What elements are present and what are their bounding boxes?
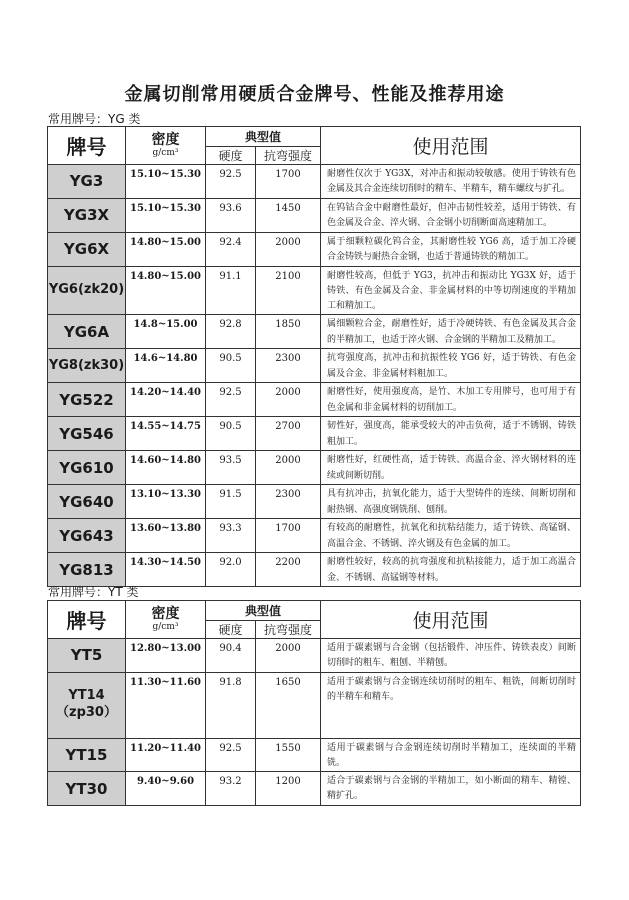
usage-cell: 适用于碳素钢与合金钢（包括锻件、冲压件、铸铁表皮）间断切削时的粗车、粗刨、半精刨。 [321, 639, 581, 673]
strength-cell: 1200 [256, 772, 321, 806]
table-row [48, 232, 581, 266]
usage-cell: 适用于碳素钢与合金钢连续切削时的粗车、粗铣，间断切削时的半精车和精车。 [321, 672, 581, 738]
brand-cell: YG640 [48, 485, 126, 519]
brand-cell: YT15 [48, 738, 126, 772]
header-strength: 抗弯强度 [256, 621, 321, 639]
density-cell: 14.80~15.00 [126, 232, 206, 266]
brand-cell: YG6A [48, 315, 126, 349]
density-cell: 14.55~14.75 [126, 417, 206, 451]
table-row [48, 165, 581, 199]
hardness-cell: 91.8 [206, 672, 256, 738]
strength-cell: 2000 [256, 451, 321, 485]
hardness-cell: 93.5 [206, 451, 256, 485]
usage-cell: 耐磨性好，使用强度高，是竹、木加工专用牌号，也可用于有色金属和非金属材料的切削加工。 [321, 383, 581, 417]
brand-cell: YG6(zk20) [48, 266, 126, 315]
strength-cell: 1650 [256, 672, 321, 738]
density-cell: 14.8~15.00 [126, 315, 206, 349]
section-label-yg: 常用牌号：YG 类 [48, 112, 141, 126]
density-cell: 14.6~14.80 [126, 349, 206, 383]
brand-cell: YG522 [48, 383, 126, 417]
brand-cell: YT5 [48, 639, 126, 673]
density-cell: 14.20~14.40 [126, 383, 206, 417]
header-density [126, 601, 206, 639]
brand-cell: YG3 [48, 165, 126, 199]
table-row [48, 738, 581, 772]
table-row [48, 553, 581, 587]
page-title: 金属切削常用硬质合金牌号、性能及推荐用途 [124, 84, 505, 105]
strength-cell: 2100 [256, 266, 321, 315]
hardness-cell: 90.5 [206, 417, 256, 451]
header-density-unit: g/cm³ [152, 148, 179, 159]
header-brand: 牌号 [48, 601, 126, 639]
density-cell: 12.80~13.00 [126, 639, 206, 673]
hardness-cell: 92.5 [206, 165, 256, 199]
density-cell: 14.60~14.80 [126, 451, 206, 485]
strength-cell: 2200 [256, 553, 321, 587]
section-label-yt: 常用牌号：YT 类 [48, 585, 139, 599]
density-cell: 9.40~9.60 [126, 772, 206, 806]
brand-cell: YT14（zp30） [48, 672, 126, 738]
brand-cell: YG610 [48, 451, 126, 485]
header-usage: 使用范围 [321, 601, 581, 639]
hardness-cell: 91.5 [206, 485, 256, 519]
usage-cell: 属细颗粒合金，耐磨性好，适于冷硬铸铁、有色金属及其合金的半精加工，也适于淬火钢、合金钢的半精加工及精加工。 [321, 315, 581, 349]
table-row [48, 519, 581, 553]
usage-cell: 有较高的耐磨性，抗氧化和抗粘结能力，适于铸铁、高锰钢、高温合金、不锈钢、淬火钢及有色金属的加工。 [321, 519, 581, 553]
usage-cell: 耐磨性较好，较高的抗弯强度和抗粘接能力，适于加工高温合金、不锈钢、高锰钢等材料。 [321, 553, 581, 587]
header-typical: 典型值 [206, 601, 321, 621]
table-row [48, 772, 581, 806]
usage-cell: 抗弯强度高，抗冲击和抗振性较 YG6 好，适于铸铁、有色金属及合金、非金属材料粗加工。 [321, 349, 581, 383]
density-cell: 11.30~11.60 [126, 672, 206, 738]
table-row [48, 417, 581, 451]
strength-cell: 1700 [256, 519, 321, 553]
header-hardness: 硬度 [206, 621, 256, 639]
brand-cell: YG813 [48, 553, 126, 587]
header-typical: 典型值 [206, 127, 321, 147]
yt-table [47, 600, 581, 806]
table-row [48, 315, 581, 349]
strength-cell: 2000 [256, 232, 321, 266]
header-brand: 牌号 [48, 127, 126, 165]
brand-cell: YG6X [48, 232, 126, 266]
strength-cell: 2700 [256, 417, 321, 451]
yg-table [47, 126, 581, 587]
hardness-cell: 92.5 [206, 383, 256, 417]
strength-cell: 1700 [256, 165, 321, 199]
usage-cell: 耐磨性好，红硬性高，适于铸铁、高温合金、淬火钢材料的连续或间断切削。 [321, 451, 581, 485]
table-row [48, 266, 581, 315]
usage-cell: 韧性好，强度高，能承受较大的冲击负荷，适于不锈钢、铸铁粗加工。 [321, 417, 581, 451]
usage-cell: 耐磨性仅次于 YG3X，对冲击和振动较敏感。使用于铸铁有色金属及其合金连续切削时的精车、半精车，精车螺纹与扩孔。 [321, 165, 581, 199]
strength-cell: 2000 [256, 639, 321, 673]
header-strength: 抗弯强度 [256, 147, 321, 165]
brand-cell: YG643 [48, 519, 126, 553]
hardness-cell: 93.3 [206, 519, 256, 553]
hardness-cell: 90.4 [206, 639, 256, 673]
strength-cell: 2000 [256, 383, 321, 417]
strength-cell: 2300 [256, 349, 321, 383]
table-row [48, 198, 581, 232]
strength-cell: 1450 [256, 198, 321, 232]
header-hardness: 硬度 [206, 147, 256, 165]
usage-cell: 耐磨性较高，但低于 YG3，抗冲击和振动比 YG3X 好，适于铸铁、有色金属及合金、非金属材料的中等切削速度的半精加工和精加工。 [321, 266, 581, 315]
usage-cell: 具有抗冲击，抗氧化能力，适于大型铸件的连续、间断切削和耐热钢、高强度钢铣削、刨削。 [321, 485, 581, 519]
strength-cell: 1550 [256, 738, 321, 772]
hardness-cell: 91.1 [206, 266, 256, 315]
density-cell: 15.10~15.30 [126, 198, 206, 232]
hardness-cell: 92.0 [206, 553, 256, 587]
hardness-cell: 92.8 [206, 315, 256, 349]
table-row [48, 672, 581, 738]
hardness-cell: 93.2 [206, 772, 256, 806]
strength-cell: 2300 [256, 485, 321, 519]
density-cell: 15.10~15.30 [126, 165, 206, 199]
brand-cell: YG3X [48, 198, 126, 232]
density-cell: 13.10~13.30 [126, 485, 206, 519]
table-row [48, 485, 581, 519]
header-density-unit: g/cm³ [152, 622, 179, 633]
hardness-cell: 92.4 [206, 232, 256, 266]
header-density [126, 127, 206, 165]
hardness-cell: 93.6 [206, 198, 256, 232]
table-row [48, 383, 581, 417]
header-density-label: 密度 [151, 132, 180, 149]
brand-cell: YG8(zk30) [48, 349, 126, 383]
strength-cell: 1850 [256, 315, 321, 349]
brand-cell: YG546 [48, 417, 126, 451]
density-cell: 13.60~13.80 [126, 519, 206, 553]
header-usage: 使用范围 [321, 127, 581, 165]
density-cell: 14.80~15.00 [126, 266, 206, 315]
header-density-label: 密度 [151, 606, 180, 623]
hardness-cell: 92.5 [206, 738, 256, 772]
hardness-cell: 90.5 [206, 349, 256, 383]
table-row [48, 451, 581, 485]
usage-cell: 属于细颗粒碳化钨合金，其耐磨性较 YG6 高，适于加工冷硬合金铸铁与耐热合金钢，也适于普通铸铁的精加工。 [321, 232, 581, 266]
density-cell: 14.30~14.50 [126, 553, 206, 587]
table-row [48, 349, 581, 383]
usage-cell: 适合于碳素钢与合金钢的半精加工，如小断面的精车、精镗、精扩孔。 [321, 772, 581, 806]
table-row [48, 639, 581, 673]
usage-cell: 适用于碳素钢与合金钢连续切削时半精加工，连续面的半精铣。 [321, 738, 581, 772]
brand-cell: YT30 [48, 772, 126, 806]
density-cell: 11.20~11.40 [126, 738, 206, 772]
usage-cell: 在钨钴合金中耐磨性最好，但冲击韧性较差，适用于铸铁、有色金属及合金、淬火钢、合金钢小切削断面高速精加工。 [321, 198, 581, 232]
